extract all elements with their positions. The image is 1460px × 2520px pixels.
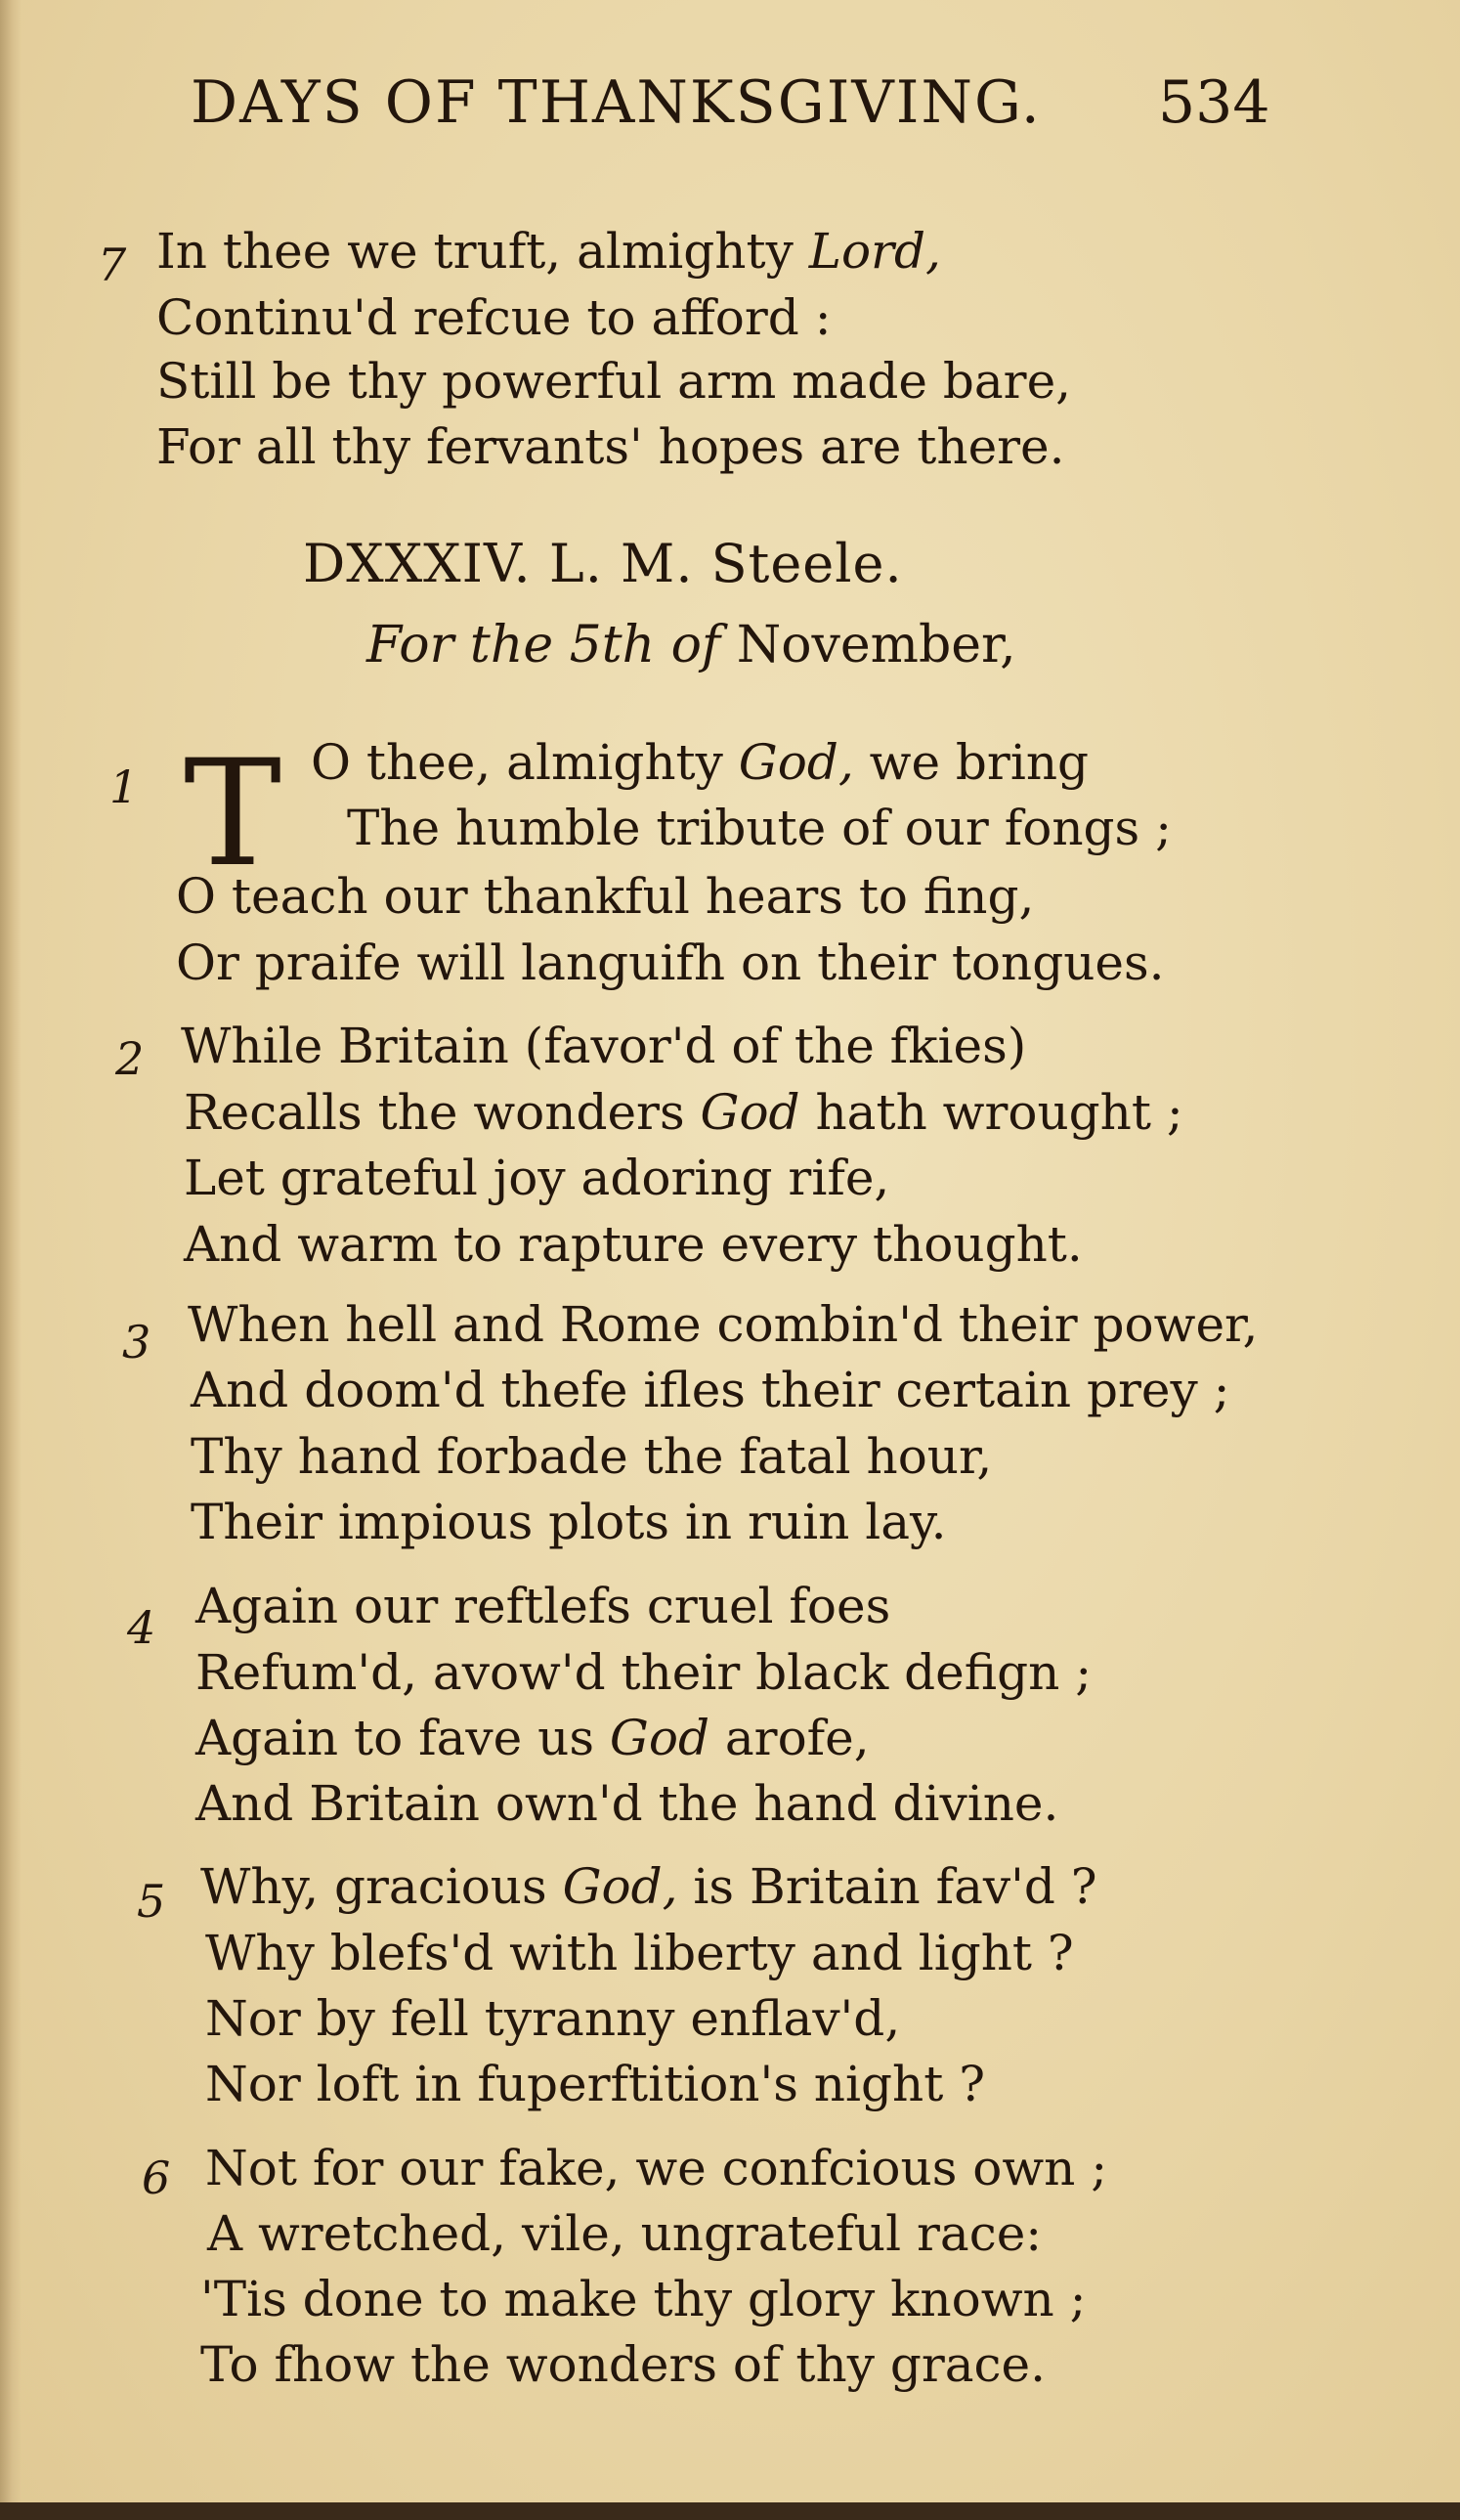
verse-line: Nor by fell tyranny enflav'd, bbox=[205, 1990, 901, 2047]
verse-line: The humble tribute of our fongs ; bbox=[347, 800, 1172, 856]
verse-line: A wretched, vile, ungrateful race: bbox=[207, 2205, 1043, 2262]
verse-line: Or praife will languifh on their tongues. bbox=[176, 934, 1165, 991]
verse-line: Let grateful joy adoring rife, bbox=[184, 1150, 890, 1206]
verse-line: For all thy fervants' hopes are there. bbox=[156, 418, 1065, 475]
verse-line-text: is Britain fav'd ? bbox=[677, 1858, 1097, 1915]
verse-line: Nor loft in fuperftition's night ? bbox=[205, 2056, 985, 2112]
verse-line: O teach our thankful hears to fing, bbox=[176, 868, 1035, 925]
verse-line: Thy hand forbade the fatal hour, bbox=[191, 1428, 993, 1485]
verse-line: Continu'd refcue to afford : bbox=[156, 289, 832, 346]
verse-line bbox=[311, 734, 1090, 791]
verse-line-text: O thee, almighty bbox=[311, 734, 739, 791]
verse-line-text: hath wrought ; bbox=[799, 1084, 1183, 1141]
hymn-heading: DXXXIV. L. M. Steele. bbox=[303, 533, 903, 594]
verse-line-italic: God bbox=[700, 1084, 800, 1141]
verse-line: Why blefs'd with liberty and light ? bbox=[205, 1925, 1074, 1981]
verse-line: And doom'd thefe ifles their certain prey ; bbox=[191, 1362, 1230, 1418]
page-gutter-shadow bbox=[0, 0, 21, 2520]
verse-number: 7 bbox=[98, 239, 127, 291]
verse-line bbox=[156, 223, 941, 280]
verse-line-italic: God, bbox=[562, 1858, 678, 1915]
verse-line: Refum'd, avow'd their black defign ; bbox=[195, 1644, 1093, 1701]
verse-line: Not for our fake, we confcious own ; bbox=[205, 2140, 1108, 2196]
hymn-subtitle-italic: For the 5th of bbox=[366, 616, 737, 674]
verse-line-text: In thee we truft, almighty bbox=[156, 223, 809, 280]
verse-line: Their impious plots in ruin lay. bbox=[191, 1494, 947, 1550]
verse-number: 1 bbox=[109, 760, 139, 813]
verse-line: And Britain own'd the hand divine. bbox=[195, 1775, 1059, 1832]
page-number: 534 bbox=[1158, 68, 1270, 137]
hymn-subtitle bbox=[366, 616, 1016, 674]
verse-number: 6 bbox=[142, 2151, 171, 2204]
verse-line-italic: God bbox=[609, 1710, 709, 1766]
drop-cap: T bbox=[184, 729, 282, 899]
verse-line: While Britain (favor'd of the fkies) bbox=[181, 1018, 1027, 1074]
verse-line-text: Again to fave us bbox=[195, 1710, 610, 1766]
verse-line bbox=[200, 1858, 1097, 1915]
verse-line: When hell and Rome combin'd their power, bbox=[188, 1296, 1259, 1353]
verse-number: 3 bbox=[122, 1316, 151, 1369]
verse-number: 4 bbox=[127, 1601, 156, 1654]
verse-line-text: Recalls the wonders bbox=[184, 1084, 701, 1141]
verse-line: To fhow the wonders of thy grace. bbox=[200, 2336, 1047, 2393]
verse-number: 2 bbox=[115, 1032, 145, 1085]
verse-line: 'Tis done to make thy glory known ; bbox=[200, 2271, 1087, 2327]
verse-line: Again our reftlefs cruel foes bbox=[195, 1578, 891, 1634]
running-title: DAYS OF THANKSGIVING. bbox=[191, 68, 1042, 137]
verse-line-italic: Lord, bbox=[808, 223, 941, 280]
page-bottom-edge bbox=[0, 2502, 1460, 2520]
verse-line: Still be thy powerful arm made bare, bbox=[156, 353, 1072, 410]
verse-line bbox=[184, 1084, 1183, 1141]
verse-line-text: we bring bbox=[853, 734, 1090, 791]
verse-line-italic: God, bbox=[738, 734, 854, 791]
verse-number: 5 bbox=[137, 1875, 166, 1928]
hymn-subtitle-month: November, bbox=[736, 616, 1016, 674]
verse-line-text: arofe, bbox=[709, 1710, 870, 1766]
verse-line-text: Why, gracious bbox=[200, 1858, 563, 1915]
verse-line bbox=[195, 1710, 870, 1766]
verse-line: And warm to rapture every thought. bbox=[184, 1216, 1083, 1273]
